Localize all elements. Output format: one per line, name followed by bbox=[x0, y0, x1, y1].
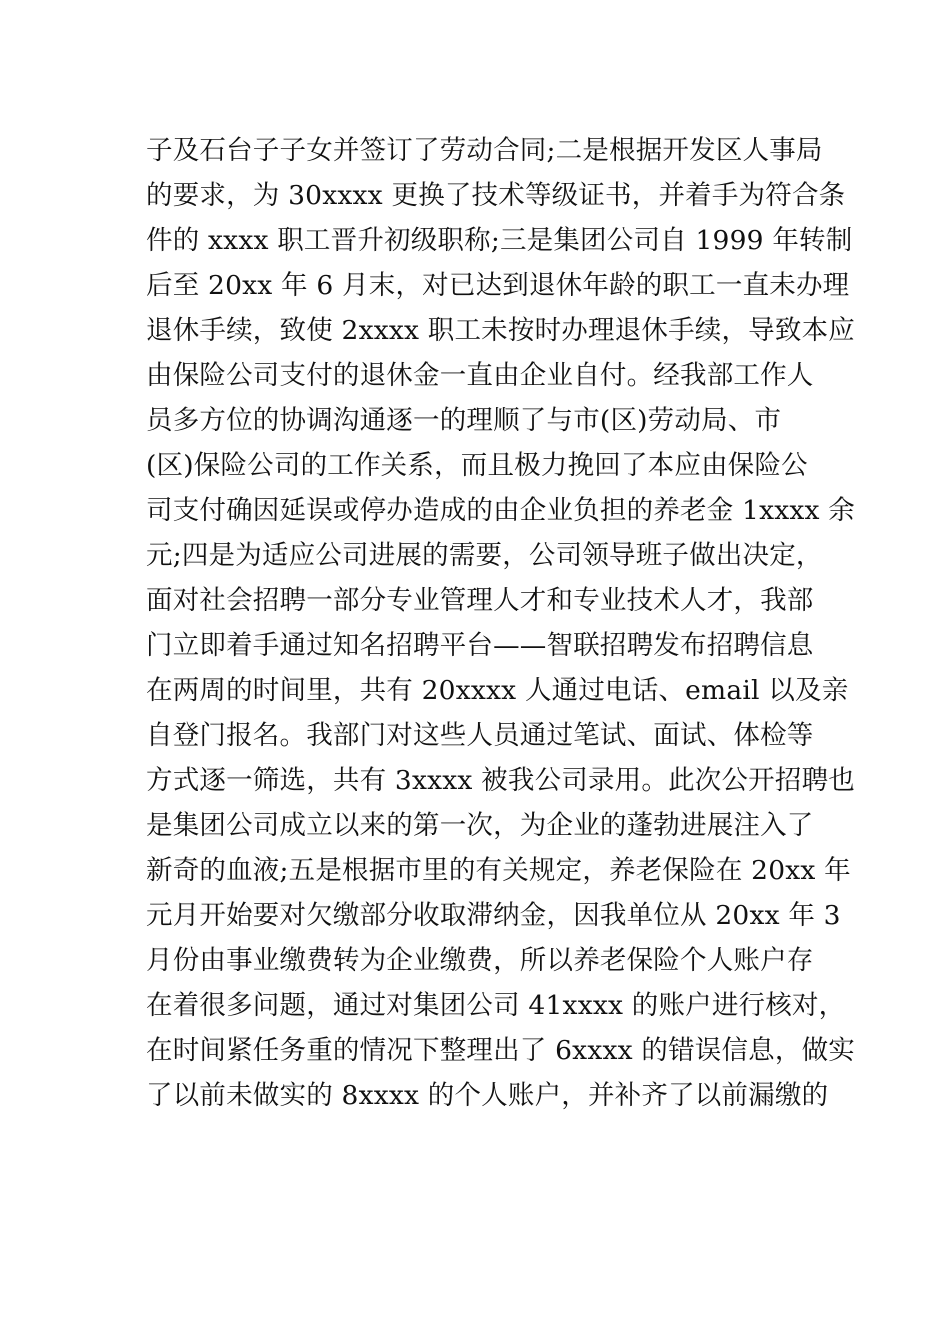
text-line: 的要求，为 30xxxx 更换了技术等级证书，并着手为符合条 bbox=[146, 180, 846, 211]
text-line: 后至 20xx 年 6 月末，对已达到退休年龄的职工一直未办理 bbox=[146, 270, 850, 301]
text-line: 在两周的时间里，共有 20xxxx 人通过电话、email 以及亲 bbox=[146, 675, 849, 706]
text-line: 元;四是为适应公司进展的需要，公司领导班子做出决定， bbox=[146, 540, 823, 571]
text-line: 是集团公司成立以来的第一次，为企业的蓬勃进展注入了 bbox=[146, 810, 814, 841]
text-line: (区)保险公司的工作关系，而且极力挽回了本应由保险公 bbox=[146, 450, 808, 481]
text-line: 门立即着手通过知名招聘平台——智联招聘发布招聘信息 bbox=[146, 630, 814, 661]
text-line: 退休手续，致使 2xxxx 职工未按时办理退休手续，导致本应 bbox=[146, 315, 855, 346]
text-line: 在着很多问题，通过对集团公司 41xxxx 的账户进行核对， bbox=[146, 990, 846, 1021]
text-line: 元月开始要对欠缴部分收取滞纳金，因我单位从 20xx 年 3 bbox=[146, 900, 841, 931]
text-line: 员多方位的协调沟通逐一的理顺了与市(区)劳动局、市 bbox=[146, 405, 782, 436]
text-line: 件的 xxxx 职工晋升初级职称;三是集团公司自 1999 年转制 bbox=[146, 225, 853, 256]
text-line: 在时间紧任务重的情况下整理出了 6xxxx 的错误信息，做实 bbox=[146, 1035, 855, 1066]
text-line: 方式逐一筛选，共有 3xxxx 被我公司录用。此次公开招聘也 bbox=[146, 765, 855, 796]
body-paragraph bbox=[146, 128, 855, 1118]
text-line: 司支付确因延误或停办造成的由企业负担的养老金 1xxxx 余 bbox=[146, 495, 855, 526]
text-line: 了以前未做实的 8xxxx 的个人账户，并补齐了以前漏缴的 bbox=[146, 1080, 829, 1111]
text-line: 月份由事业缴费转为企业缴费，所以养老保险个人账户存 bbox=[146, 945, 814, 976]
text-line: 面对社会招聘一部分专业管理人才和专业技术人才，我部 bbox=[146, 585, 814, 616]
text-line: 自登门报名。我部门对这些人员通过笔试、面试、体检等 bbox=[146, 720, 814, 751]
text-line: 子及石台子子女并签订了劳动合同;二是根据开发区人事局 bbox=[146, 135, 823, 166]
text-line: 新奇的血液;五是根据市里的有关规定，养老保险在 20xx 年 bbox=[146, 855, 851, 886]
text-line: 由保险公司支付的退休金一直由企业自付。经我部工作人 bbox=[146, 360, 814, 391]
